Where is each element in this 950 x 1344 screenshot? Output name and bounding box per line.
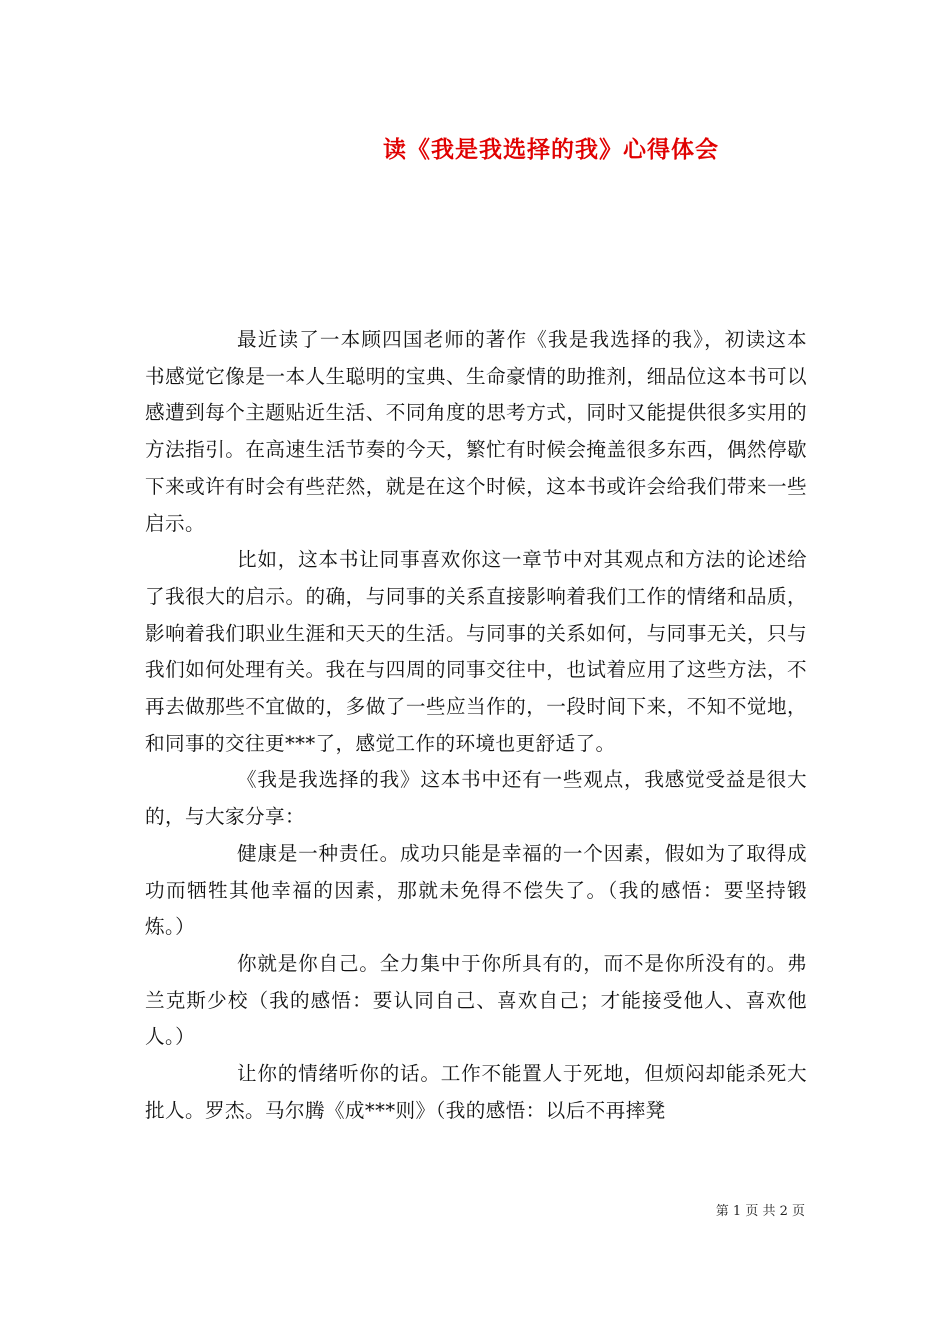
paragraph-1: 最近读了一本顾四国老师的著作《我是我选择的我》，初读这本书感觉它像是一本人生聪明的宝典、生命豪情的助推剂，细品位这本书可以感遭到每个主题贴近生活、不同角度的思考方式，同时又能提供很多实用的方法指引。在高速生活节奏的今天，繁忙有时候会掩盖很多东西，偶然停歇下来或许有时会有些茫然，就是在这个时候，这本书或许会给我们带来一些启示。 xyxy=(145,328,807,535)
paragraph-5: 你就是你自己。全力集中于你所具有的，而不是你所没有的。弗兰克斯少校（我的感悟：要认同自己、喜欢自己；才能接受他人、喜欢他人。） xyxy=(145,951,807,1049)
paragraph-6: 让你的情绪听你的话。工作不能置人于死地，但烦闷却能杀死大批人。罗杰。马尔腾《成***则》（我的感悟：以后不再摔凳 xyxy=(145,1062,807,1122)
paragraph-2: 比如，这本书让同事喜欢你这一章节中对其观点和方法的论述给了我很大的启示。的确，与同事的关系直接影响着我们工作的情绪和品质，影响着我们职业生涯和天天的生活。与同事的关系如何，与同事无关，只与我们如何处理有关。我在与四周的同事交往中，也试着应用了这些方法，不再去做那些不宜做的，多做了一些应当作的，一段时间下来，不知不觉地，和同事的交往更***了，感觉工作的环境也更舒适了。 xyxy=(145,548,807,755)
document-title: 读《我是我选择的我》心得体会 xyxy=(383,136,719,163)
document-body xyxy=(145,322,807,1129)
paragraph-4: 健康是一种责任。成功只能是幸福的一个因素，假如为了取得成功而牺牲其他幸福的因素，那就未免得不偿失了。（我的感悟：要坚持锻炼。） xyxy=(145,841,807,939)
paragraph-3: 《我是我选择的我》这本书中还有一些观点，我感觉受益是很大的，与大家分享： xyxy=(145,768,807,829)
page-number: 第 1 页 共 2 页 xyxy=(715,1204,805,1219)
